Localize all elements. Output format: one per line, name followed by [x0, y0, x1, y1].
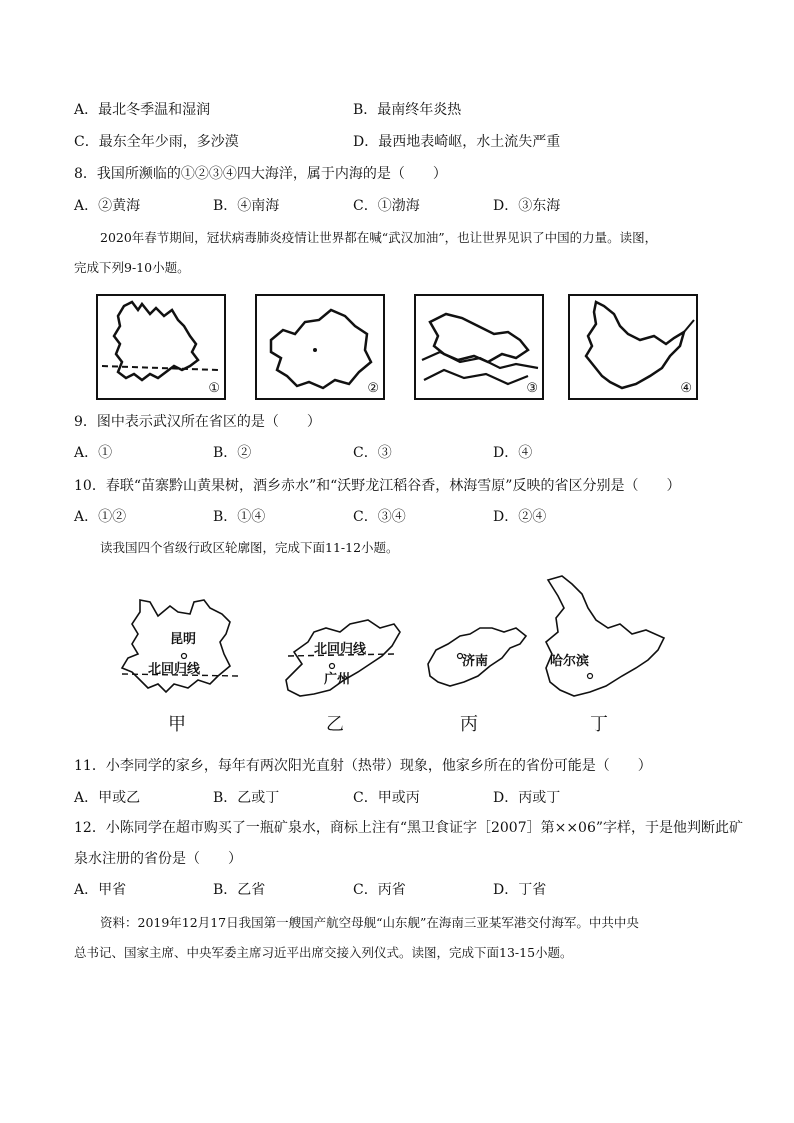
q12-option-b: B．乙省 — [213, 882, 266, 898]
q8-option-b: B．④南海 — [213, 198, 280, 214]
outline-map-4-label: ④ — [680, 381, 692, 396]
q12-option-a: A．甲省 — [74, 882, 127, 898]
map-jia-tropic-label: 北回归线 — [148, 662, 201, 677]
q10-option-c: C．③④ — [353, 509, 406, 525]
material-13-15-line2: 总书记、国家主席、中央军委主席习近平出席交接入列仪式。读图，完成下面13-15小题。 — [74, 945, 573, 960]
q12-option-c: C．丙省 — [353, 882, 406, 898]
q11-option-a: A．甲或乙 — [74, 790, 141, 806]
intro-11-12: 读我国四个省级行政区轮廓图，完成下面11-12小题。 — [100, 540, 399, 555]
outline-map-3-shape — [416, 296, 542, 398]
outline-map-3-label: ③ — [526, 381, 538, 396]
province-maps — [118, 572, 698, 734]
outline-map-1-label: ① — [208, 381, 220, 396]
q9-stem: 9．图中表示武汉所在省区的是（ ） — [74, 414, 321, 430]
outline-map-2 — [255, 294, 385, 400]
q11-stem: 11．小李同学的家乡，每年有两次阳光直射（热带）现象，他家乡所在的省份可能是（ ） — [74, 758, 652, 774]
q11-option-c: C．甲或丙 — [353, 790, 420, 806]
q11-option-b: B．乙或丁 — [213, 790, 280, 806]
q7-option-b: B．最南终年炎热 — [353, 102, 462, 118]
q7-option-a: A．最北冬季温和湿润 — [74, 102, 211, 118]
map-yi-tropic-label: 北回归线 — [314, 642, 367, 657]
q9-option-c: C．③ — [353, 445, 392, 461]
q10-option-b: B．①④ — [213, 509, 266, 525]
q10-option-a: A．①② — [74, 509, 127, 525]
intro-9-10-line2: 完成下列9-10小题。 — [74, 260, 190, 275]
q10-stem: 10．春联“苗寨黔山黄果树，酒乡赤水”和“沃野龙江稻谷香，林海雪原”反映的省区分别是（ ） — [74, 478, 681, 494]
q12-option-d: D．丁省 — [493, 882, 547, 898]
q11-option-d: D．丙或丁 — [493, 790, 561, 806]
q8-option-a: A．②黄海 — [74, 198, 141, 214]
outline-map-2-label: ② — [367, 381, 379, 396]
map-ding-city: 哈尔滨 — [550, 654, 590, 669]
map-bing-caption: 丙 — [460, 714, 478, 735]
outline-map-3 — [414, 294, 544, 400]
q12-stem-line2: 泉水注册的省份是（ ） — [74, 851, 242, 867]
material-13-15-line1: 资料：2019年12月17日我国第一艘国产航空母舰“山东舰”在海南三亚某军港交付海军。中共中央 — [100, 915, 639, 930]
map-jia-city: 昆明 — [170, 632, 197, 647]
intro-9-10-line1: 2020年春节期间，冠状病毒肺炎疫情让世界都在喊“武汉加油”，也让世界见识了中国的力量。读图， — [100, 230, 658, 245]
map-yi-caption: 乙 — [326, 714, 344, 735]
map-yi-city: 广州 — [324, 672, 351, 687]
q8-stem: 8．我国所濒临的①②③④四大海洋，属于内海的是（ ） — [74, 166, 447, 182]
q12-stem-line1: 12．小陈同学在超市购买了一瓶矿泉水，商标上注有“黑卫食证字［2007］第××06”字样，于是他判断此矿 — [74, 820, 744, 836]
q9-option-b: B．② — [213, 445, 252, 461]
outline-map-2-shape — [257, 296, 383, 398]
q9-option-a: A．① — [74, 445, 113, 461]
q9-option-d: D．④ — [493, 445, 533, 461]
q8-option-d: D．③东海 — [493, 198, 561, 214]
map-jia-caption: 甲 — [168, 714, 186, 735]
outline-map-4-shape — [570, 296, 696, 398]
province-maps-shapes — [118, 572, 698, 734]
outline-map-1 — [96, 294, 226, 400]
outline-map-4 — [568, 294, 698, 400]
map-ding-caption: 丁 — [590, 714, 608, 735]
q7-option-c: C．最东全年少雨，多沙漠 — [74, 134, 239, 150]
q7-option-d: D．最西地表崎岖，水土流失严重 — [353, 134, 561, 150]
map-bing-city: 济南 — [462, 654, 489, 669]
q10-option-d: D．②④ — [493, 509, 547, 525]
outline-map-1-shape — [98, 296, 224, 398]
q8-option-c: C．①渤海 — [353, 198, 420, 214]
